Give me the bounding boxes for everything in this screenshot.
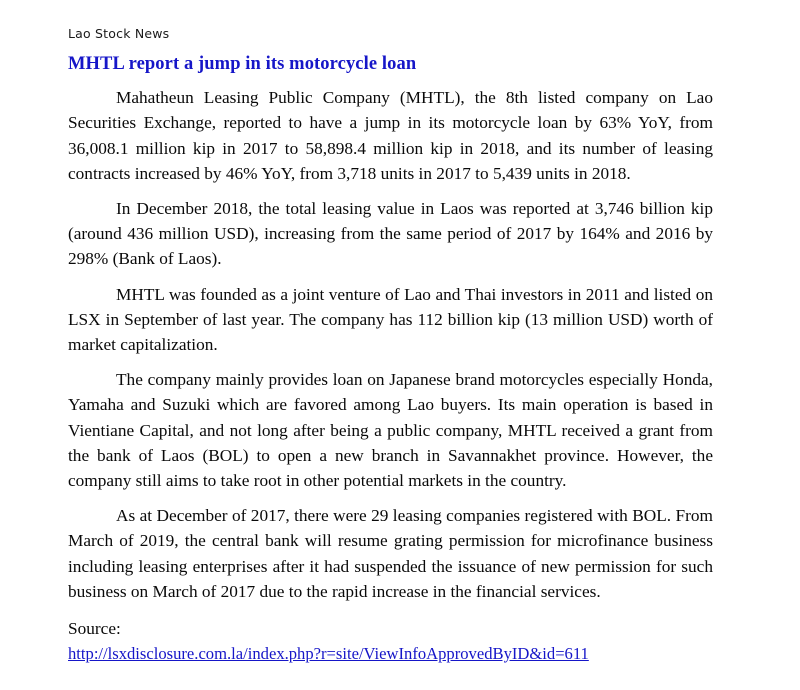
article-content [68,26,713,666]
article-paragraph-2: In December 2018, the total leasing value in Laos was reported at 3,746 billion kip (around 436 million USD), increasing from the same period of 2017 by 164% and 2016 by 298% (Bank of Laos). [68,198,713,269]
source-label: Source: [68,618,121,638]
article-paragraph-1: Mahatheun Leasing Public Company (MHTL), the 8th listed company on Lao Securities Exchange, reported to have a jump in its motorcycle loan by 63% YoY, from 36,008.1 million kip in 2017 to 58,898.4 million kip in 2018, and its number of leasing contracts increased by 46% YoY, from 3,718 units in 2017 to 5,439 units in 2018. [68,88,713,183]
publication-kicker: Lao Stock News [68,26,170,41]
article-paragraph-5: As at December of 2017, there were 29 leasing companies registered with BOL. From March of 2019, the central bank will resume grating permission for microfinance business including leasing enterprises after it had suspended the issuance of new permission for such business on March of 2017 due to the rapid increase in the financial services. [68,506,713,601]
article-paragraph-4: The company mainly provides loan on Japanese brand motorcycles especially Honda, Yamaha and Suzuki which are favored among Lao buyers. Its main operation is based in Vientiane Capital, and not long after being a public company, MHTL received a grant from the bank of Laos (BOL) to open a new branch in Savannakhet province. However, the company still aims to take root in other potential markets in the country. [68,370,713,490]
article-paragraph-3: MHTL was founded as a joint venture of Lao and Thai investors in 2011 and listed on LSX in September of last year. The company has 112 billion kip (13 million USD) worth of market capitalization. [68,284,713,354]
source-url-link[interactable]: http://lsxdisclosure.com.la/index.php?r=site/ViewInfoApprovedByID&id=611 [68,643,589,663]
article-headline: MHTL report a jump in its motorcycle loan [68,54,417,74]
source-block [68,617,713,666]
